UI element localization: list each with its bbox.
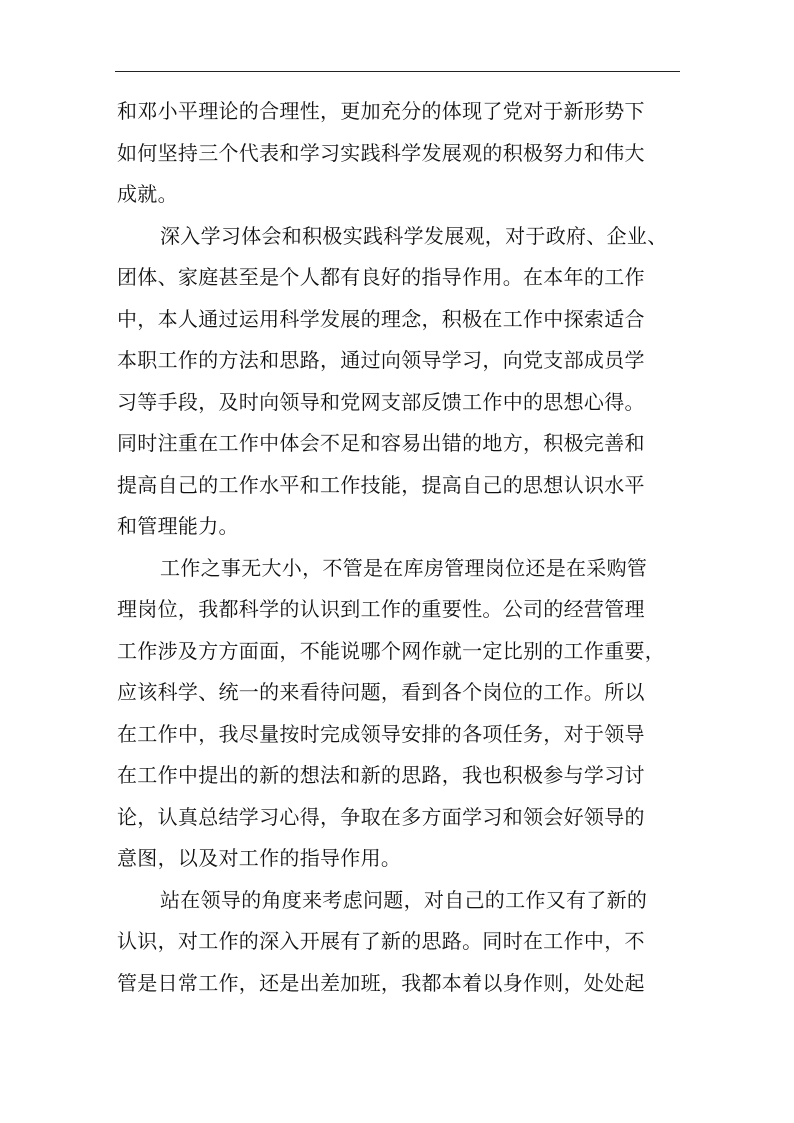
text-line: 工作涉及方方面面，不能说哪个网作就一定比别的工作重要， [117, 638, 666, 663]
text-line: 提高自己的工作水平和工作技能，提高自己的思想认识水平 [117, 472, 645, 497]
text-line: 习等手段，及时向领导和党网支部反馈工作中的思想心得。 [117, 389, 645, 414]
text-line: 本职工作的方法和思路，通过向领导学习，向党支部成员学 [117, 348, 645, 372]
text-line: 和管理能力。 [117, 514, 239, 538]
text-line: 论，认真总结学习心得，争取在多方面学习和领会好领导的 [117, 804, 645, 829]
text-line: 同时注重在工作中体会不足和容易出错的地方，积极完善和 [117, 431, 645, 455]
text-line: 在工作中，我尽量按时完成领导安排的各项任务，对于领导 [117, 721, 645, 746]
text-line: 中，本人通过运用科学发展的理念，积极在工作中探索适合 [117, 306, 645, 331]
text-line: 和邓小平理论的合理性，更加充分的体现了党对于新形势下 [117, 99, 645, 123]
paragraph-first-line: 工作之事无大小，不管是在库房管理岗位还是在采购管 [160, 555, 648, 580]
text-line: 管是日常工作，还是出差加班，我都本着以身作则，处处起 [117, 970, 645, 995]
text-line: 意图，以及对工作的指导作用。 [117, 846, 402, 870]
text-line: 团体、家庭甚至是个人都有良好的指导作用。在本年的工作 [117, 265, 645, 289]
header-rule [115, 71, 680, 72]
text-line: 在工作中提出的新的想法和新的思路，我也积极参与学习讨 [117, 763, 645, 787]
document-body [117, 91, 677, 1004]
text-line: 认识，对工作的深入开展有了新的思路。同时在工作中，不 [117, 929, 645, 953]
text-line: 成就。 [117, 182, 178, 206]
text-line: 理岗位，我都科学的认识到工作的重要性。公司的经营管理 [117, 597, 645, 621]
paragraph-first-line: 站在领导的角度来考虑问题，对自己的工作又有了新的 [160, 887, 648, 912]
paragraph-first-line: 深入学习体会和积极实践科学发展观，对于政府、企业、 [160, 223, 668, 248]
text-line: 如何坚持三个代表和学习实践科学发展观的积极努力和伟大 [117, 140, 645, 165]
text-line: 应该科学、统一的来看待问题，看到各个岗位的工作。所以 [117, 680, 645, 704]
